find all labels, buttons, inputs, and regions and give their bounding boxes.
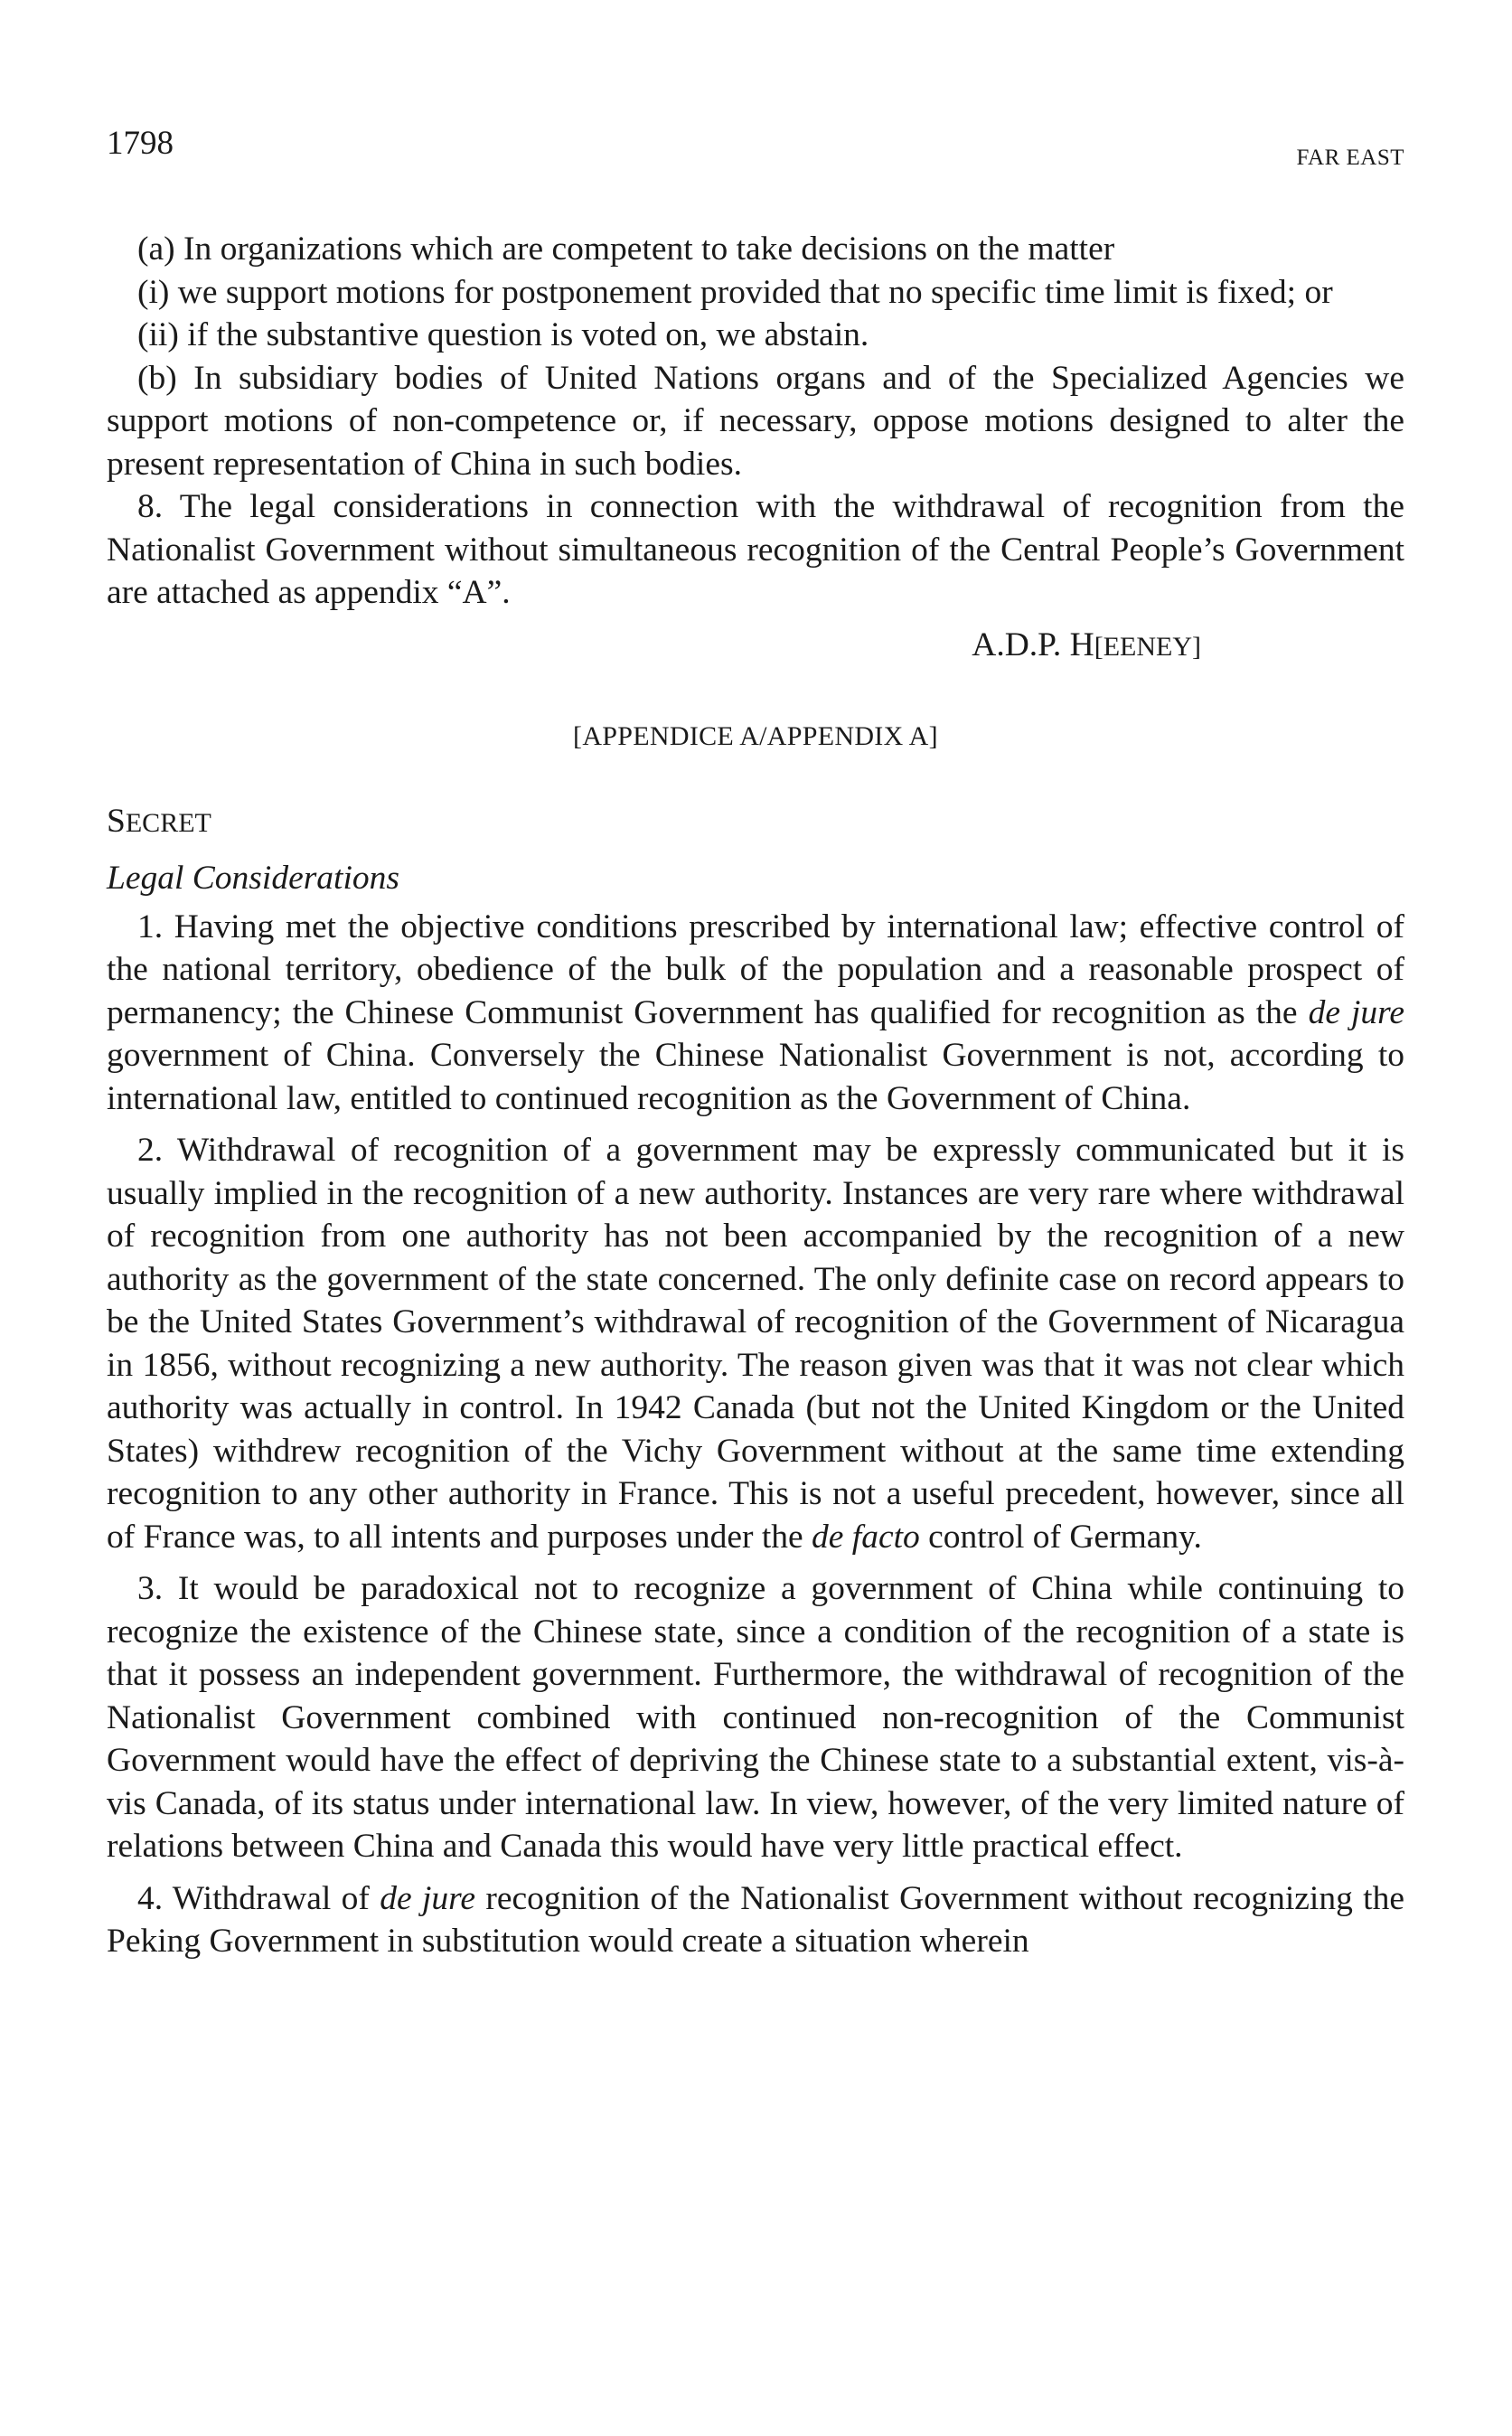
paragraph-a: (a) In organizations which are competent to take decisions on the matter	[137, 230, 1115, 268]
paragraph-gap	[107, 1868, 1404, 1877]
paragraph-gap	[107, 1120, 1404, 1129]
paragraph-gap	[107, 1558, 1404, 1567]
p4-text-a: 4. Withdrawal of	[137, 1879, 380, 1917]
p2-emphasis: de facto	[812, 1518, 920, 1556]
paragraph-a-i: (i) we support motions for postponement provided that no specific time limit is fixed; or	[137, 273, 1333, 311]
running-title: FAR EAST	[1296, 146, 1404, 170]
appendix-heading: [APPENDICE A/APPENDIX A]	[573, 721, 938, 751]
appendix-text	[107, 906, 1404, 1963]
p1-text-b: government of China. Conversely the Chinese Nationalist Government is not, according to international law, entitled to continued recognition as the Government of China.	[107, 1037, 1404, 1117]
appendix-paragraph-1	[107, 906, 1404, 1121]
classification-label	[107, 800, 1404, 845]
signature-name: [EENEY]	[1094, 631, 1201, 662]
section-title: Legal Considerations	[107, 860, 399, 897]
paragraph-8: 8. The legal considerations in connection with the withdrawal of recognition from the Nationalist Government without simultaneous recognition of the Central People’s Government are attached as appendix “A”.	[107, 488, 1404, 611]
paragraph-b: (b) In subsidiary bodies of United Nations organs and of the Specialized Agencies we support motions of non-competence or, if necessary, oppose motions designed to alter the present representation of China in such bodies.	[107, 359, 1404, 483]
p1-emphasis: de jure	[1308, 993, 1404, 1031]
paragraph-a-ii: (ii) if the substantive question is voted on, we abstain.	[137, 316, 869, 353]
classification-initial: S	[107, 802, 126, 840]
document-page	[107, 127, 1404, 1963]
classification-rest: ECRET	[125, 807, 211, 838]
running-head	[107, 127, 1404, 181]
body-text	[107, 228, 1404, 615]
signature	[107, 624, 1404, 669]
p4-text-b: recognition of the Nationalist Government without recognizing the Peking Government in substitution would create a situation wherein	[107, 1879, 1404, 1960]
p2-text-b: control of Germany.	[919, 1518, 1202, 1556]
p4-emphasis: de jure	[380, 1879, 475, 1917]
appendix-paragraph-2	[107, 1129, 1404, 1558]
signature-initials: A.D.P. H	[972, 625, 1094, 663]
p1-text-a: 1. Having met the objective conditions prescribed by international law; effective control of the national territory, obedience of the bulk of the population and a reasonable prospect of permanency; the Chinese Communist Government has qualified for recognition as the	[107, 908, 1404, 1031]
appendix-paragraph-3: 3. It would be paradoxical not to recognize a government of China while continuing to recognize the existence of the Chinese state, since a condition of the recognition of a state is that it possess an independent government. Furthermore, the withdrawal of recognition of the Nationalist Government combined with continued non-recognition of the Communist Government would have the effect of depriving the Chinese state to a substantial extent, vis-à-vis Canada, of its status under international law. In view, however, of the very limited nature of relations between China and Canada this would have very little practical effect.	[107, 1570, 1404, 1865]
page-number: 1798	[107, 125, 174, 162]
appendix-paragraph-4	[107, 1877, 1404, 1963]
p2-text-a: 2. Withdrawal of recognition of a government may be expressly communicated but it is usually implied in the recognition of a new authority. Instances are very rare where withdrawal of recognition from one authority has not been accompanied by the recognition of a new authority as the government of the state concerned. The only definite case on record appears to be the United States Government’s withdrawal of recognition of the Government of Nicaragua in 1856, without recognizing a new authority. The reason given was that it was not clear which authority was actually in control. In 1942 Canada (but not the United Kingdom or the United States) withdrew recognition of the Vichy Government without at the same time extending recognition to any other authority in France. This is not a useful precedent, however, since all of France was, to all intents and purposes under the	[107, 1132, 1404, 1556]
